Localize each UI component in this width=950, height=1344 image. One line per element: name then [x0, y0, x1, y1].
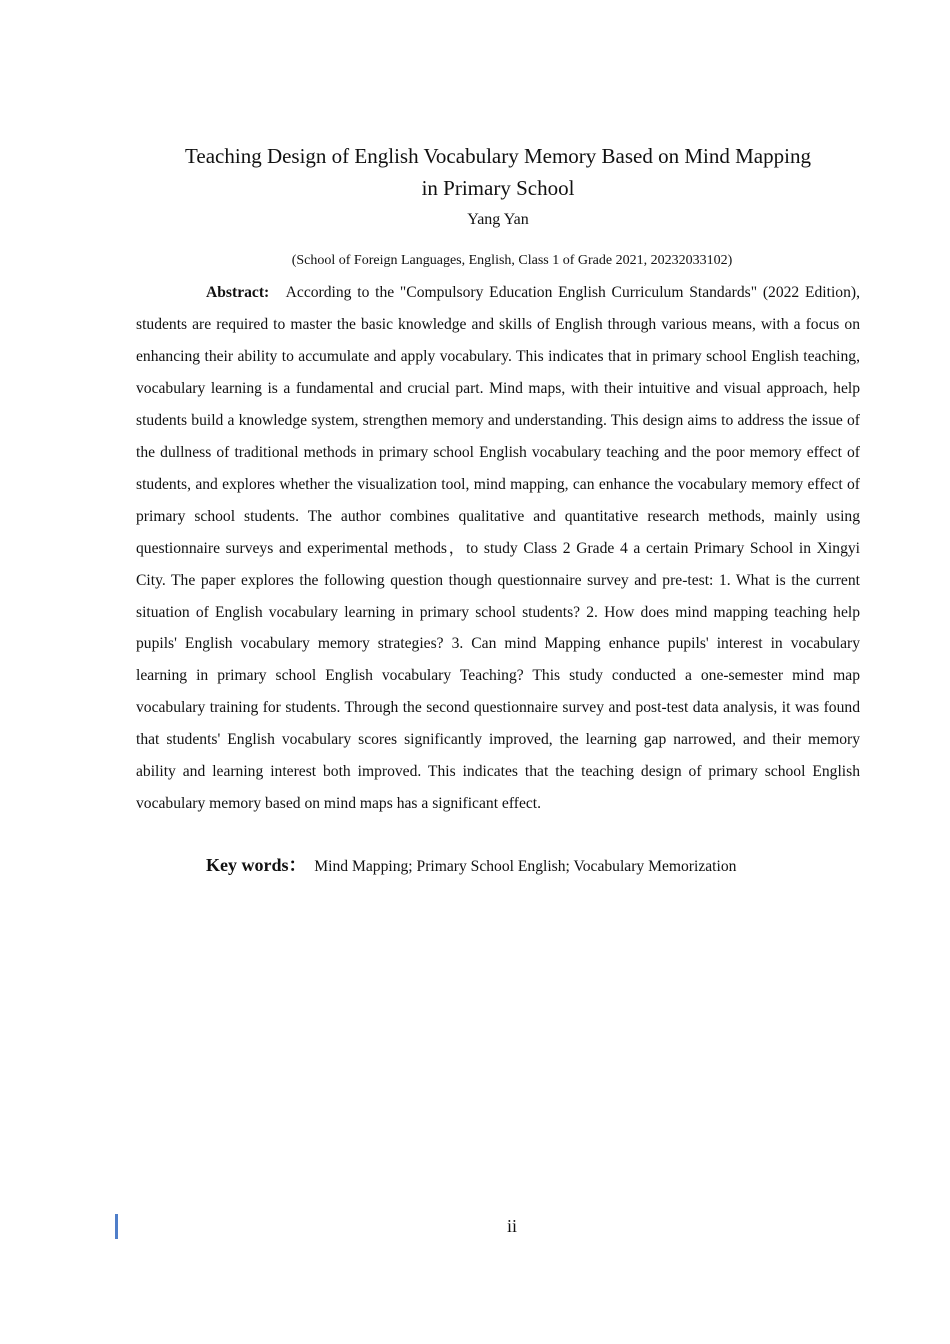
author-name: Yang Yan — [467, 211, 529, 228]
keywords-label: Key words： — [206, 855, 307, 875]
abstract-label: Abstract: — [206, 284, 270, 301]
abstract-paragraph — [136, 277, 860, 820]
keywords-text: Mind Mapping; Primary School English; Vocabulary Memorization — [314, 858, 737, 875]
abstract-text: According to the "Compulsory Education English Curriculum Standards" (2022 Edition), students are required to master the basic knowledge and skills of English through various means, with a focus on enhancing their ability to accumulate and apply vocabulary. This indicates that in primary school English teaching, vocabulary learning is a fundamental and crucial part. Mind maps, with their intuitive and visual approach, help students build a knowledge system, strengthen memory and understanding. This design aims to address the issue of the dullness of traditional methods in primary school English vocabulary teaching and the poor memory effect of students, and explores whether the visualization tool, mind mapping, can enhance the vocabulary memory effect of primary school students. The author combines qualitative and quantitative research methods, mainly using questionnaire surveys and experimental methods，to study Class 2 Grade 4 a certain Primary School in Xingyi City. The paper explores the following question though questionnaire survey and pre-test: 1. What is the current situation of English vocabulary learning in primary school students? 2. How does mind mapping teaching help pupils' English vocabulary memory strategies? 3. Can mind Mapping enhance pupils' interest in vocabulary learning in primary school English vocabulary Teaching? This study conducted a one-semester mind map vocabulary training for students. Through the second questionnaire survey and post-test data analysis, it was found that students' English vocabulary scores significantly improved, the learning gap narrowed, and their memory ability and learning interest both improved. This indicates that the teaching design of primary school English vocabulary memory based on mind maps has a significant effect. — [136, 284, 860, 813]
text-cursor-marker — [115, 1214, 118, 1239]
keywords-line — [206, 853, 736, 879]
page-number: ii — [506, 1216, 517, 1236]
title-line-1: Teaching Design of English Vocabulary Memory Based on Mind Mapping — [185, 144, 811, 168]
title-line-2: in Primary School — [421, 176, 575, 200]
paper-title — [136, 140, 860, 204]
author-affiliation: (School of Foreign Languages, English, Class 1 of Grade 2021, 20232033102) — [291, 253, 733, 268]
